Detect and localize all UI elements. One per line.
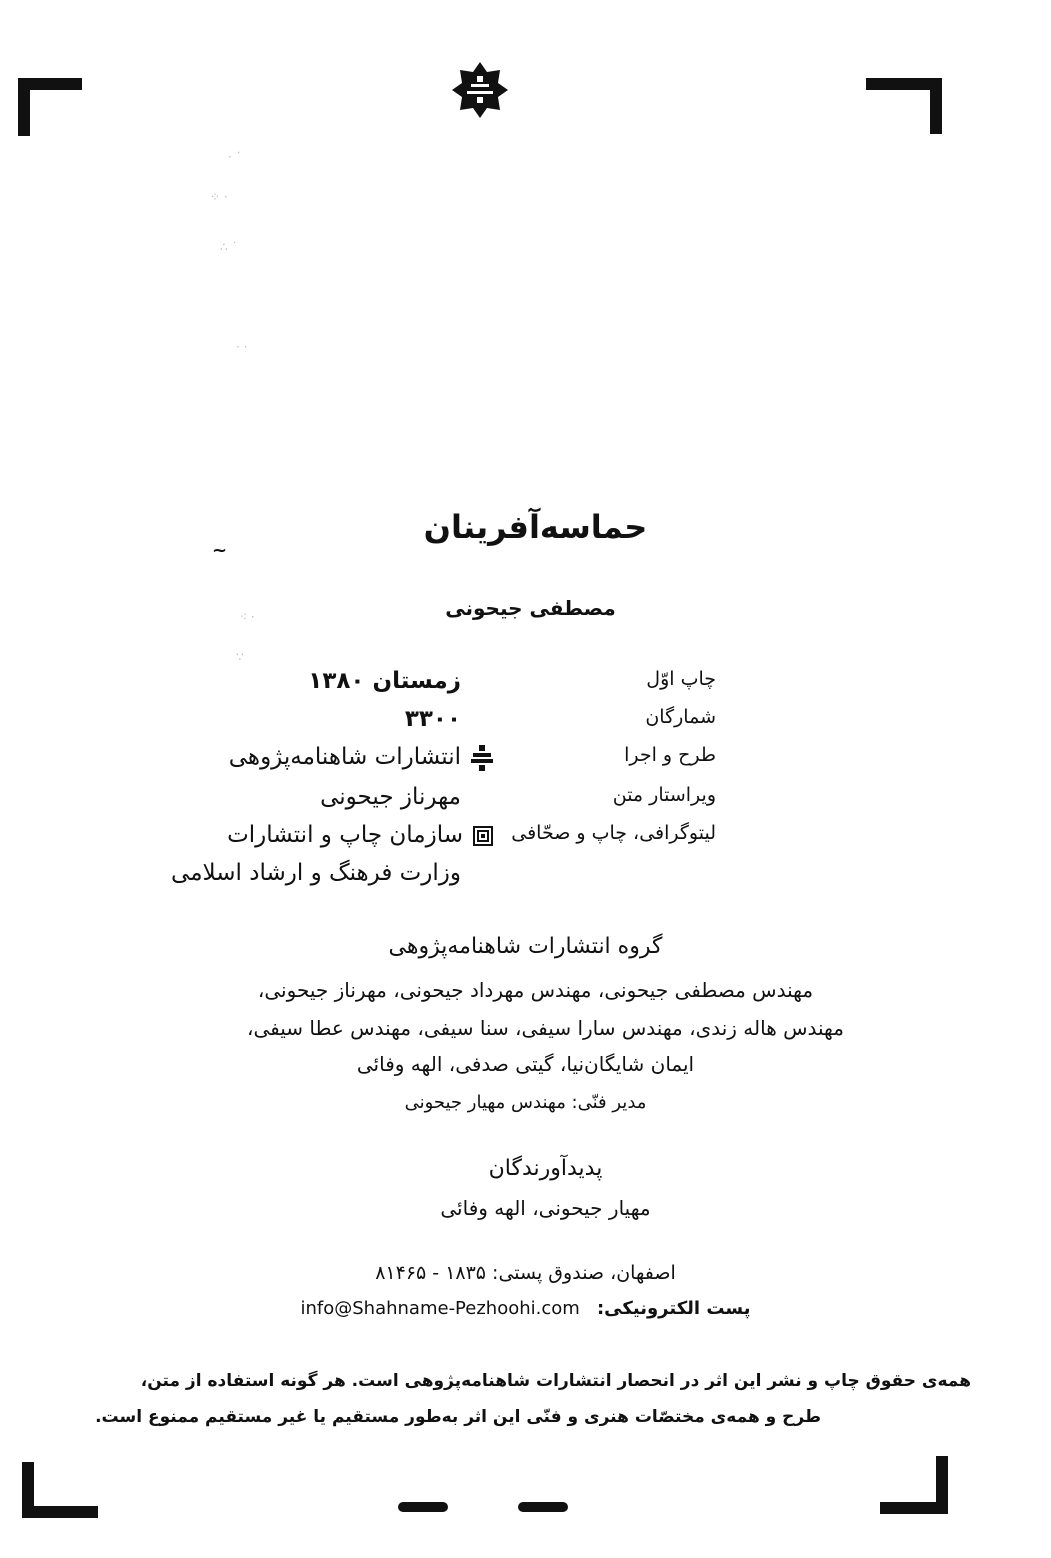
credit-row-editor [0,784,1051,820]
group-member-line: ایمان شایگان‌نیا، گیتی صدفی، الهه وفائی [356,1052,695,1076]
copyright-line: همه‌ی حقوق چاپ و نشر این اثر در انحصار انتشارات شاهنامه‌پژوهی است. هر گونه استفاده از متن، [140,1371,971,1391]
creators-title: پدیدآورندگان [488,1156,603,1181]
book-title: حماسه‌آفرینان [423,508,648,546]
credit-row-edition [0,668,1051,704]
credit-row-printing [0,822,1051,858]
publisher-logo-icon [471,745,493,771]
credit-value-line2: وزارت فرهنگ و ارشاد اسلامی [171,860,461,886]
group-member-line: مهندس هاله زندی، مهندس سارا سیفی، سنا سیفی، مهندس عطا سیفی، [247,1016,844,1040]
credit-value-wrap [229,744,493,771]
scan-speck: ⁖ · [240,610,255,624]
scan-speck: ⁘ · [210,190,228,204]
creators-names: مهیار جیحونی، الهه وفائی [440,1196,651,1220]
author-name: مصطفی جیحونی [445,596,616,620]
scan-speck: · ˙ [228,150,242,164]
credit-label: ویراستار متن [612,784,716,806]
group-member-line: مهندس مصطفی جیحونی، مهندس مهرداد جیحونی، مهرناز جیحونی، [257,978,814,1002]
bottom-dash [518,1502,568,1512]
credit-value: مهرناز جیحونی [320,784,461,810]
ink-mark: ~ [212,540,228,561]
email-label: پست الکترونیکی: [596,1298,751,1319]
printing-org-logo-icon [473,826,493,846]
credit-row-printing-line2 [0,860,1051,896]
po-box: اصفهان، صندوق پستی: ۱۸۳۵ - ۸۱۴۶۵ [375,1262,676,1284]
scan-speck: ∴ ˙ [220,240,238,254]
bottom-dash [398,1502,448,1512]
credit-label: چاپ اوّل [646,668,716,690]
credit-label: لیتوگرافی، چاپ و صحّافی [511,822,716,844]
email-address[interactable]: info@Shahname-Pezhoohi.com [300,1298,580,1319]
credit-label: طرح و اجرا [624,744,716,766]
credit-row-print-run [0,706,1051,742]
scan-speck: · · [236,340,248,354]
credit-row-design [0,744,1051,780]
credit-value-wrap [227,822,493,848]
technical-manager: مدیر فنّی: مهندس مهیار جیحونی [404,1092,647,1113]
star-ornament-icon [450,60,510,120]
email-line [0,1298,1051,1319]
credit-value: انتشارات شاهنامه‌پژوهی [228,744,461,770]
credit-value: سازمان چاپ و انتشارات [227,822,463,848]
group-title: گروه انتشارات شاهنامه‌پژوهی [388,934,663,959]
scan-speck: ∵ [236,650,244,664]
copyright-line: طرح و همه‌ی مختصّات هنری و فنّی این اثر به‌طور مستقیم یا غیر مستقیم ممنوع است. [95,1407,821,1427]
credit-value: زمستان ۱۳۸۰ [308,668,461,694]
credit-label: شمارگان [645,706,716,728]
credit-value: ۳۳۰۰ [404,706,461,732]
